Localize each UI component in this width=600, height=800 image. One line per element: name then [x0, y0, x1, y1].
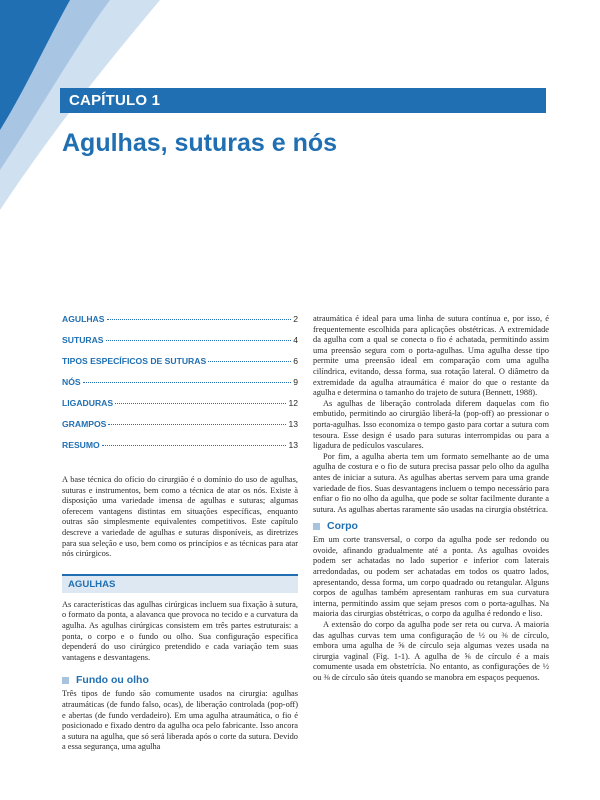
toc-leader — [107, 319, 292, 320]
toc-leader — [115, 403, 286, 404]
toc-item-page: 12 — [288, 398, 298, 408]
toc-item-page: 6 — [293, 356, 298, 366]
right-column — [313, 314, 549, 684]
toc-item[interactable] — [62, 398, 298, 419]
toc-item-page: 13 — [288, 419, 298, 429]
intro-paragraph: A base técnica do ofício do cirurgião é o domínio do uso de agulhas, suturas e instrumentos, bem como a técnica de atar os nós. Existe à disposição uma variedade imensa de agulhas e suturas; algumas oferecem vantagens distintas em situações específicas, enquanto outras são simplesmente equivalentes competitivos. Este capítulo descreve a variedade de agulhas e suturas disponíveis, as diretrizes para sua seleção e uso, bem como os princípios e as técnicas para atar nós cirúrgicos. — [62, 475, 298, 559]
toc-item[interactable] — [62, 335, 298, 356]
table-of-contents — [62, 314, 298, 461]
toc-item-label: TIPOS ESPECÍFICOS DE SUTURAS — [62, 356, 207, 366]
toc-item-page: 4 — [293, 335, 298, 345]
toc-item-page: 2 — [293, 314, 298, 324]
toc-leader — [106, 340, 292, 341]
toc-leader — [208, 361, 291, 362]
subheading-label: Corpo — [327, 520, 358, 533]
toc-leader — [108, 424, 286, 425]
toc-item[interactable] — [62, 314, 298, 335]
toc-item-label: GRAMPOS — [62, 419, 107, 429]
fundo-paragraph: Três tipos de fundo são comumente usados na cirurgia: agulhas atraumáticas (de fundo falso, ocas), de liberação controlada (pop-off) e abertas (de fundo verdadeiro). Em uma agulha atraumática, o fio é posicionado e fixado dentro da agulha oca pelo fabricante. Isso ancora a sutura na agulha, que só será liberada após o corte da sutura. Devido a essa segurança, uma agulha — [62, 689, 298, 752]
pop-off-paragraph: As agulhas de liberação controlada diferem daquelas com fio embutido, permitindo ao cirurgião liberá-la (pop-off) ao pressionar o porta-agulhas. Isso economiza o tempo gasto para cortar a sutura com tesoura. Esse design é usado para suturas interrompidas ou para a ligadura de pedículos vasculares. — [313, 398, 549, 451]
open-needle-paragraph: Por fim, a agulha aberta tem um formato semelhante ao de uma agulha de costura e o fio de sutura precisa passar pelo olho da agulha antes de iniciar a sutura. As agulhas abertas servem para uma grande variedade de fios. Suas desvantagens incluem o tempo necessário para enfiar o fio no olho da agulha, que pode se soltar facilmente durante a sutura. As agulhas abertas raramente são usadas na cirurgia obstétrica. — [313, 451, 549, 514]
square-bullet-icon — [62, 677, 69, 684]
toc-leader — [83, 382, 292, 383]
toc-item[interactable] — [62, 419, 298, 440]
toc-item[interactable] — [62, 356, 298, 377]
toc-item[interactable] — [62, 440, 298, 461]
subheading-corpo — [313, 520, 549, 532]
decorative-wave — [0, 0, 600, 240]
chapter-label: CAPÍTULO 1 — [60, 88, 546, 113]
subheading-fundo-ou-olho — [62, 674, 298, 686]
toc-item-label: RESUMO — [62, 440, 100, 450]
atraumatic-paragraph: atraumática é ideal para uma linha de sutura contínua e, por isso, é frequentemente escolhida para aplicações obstétricas. A extremidade da agulha com a qual se conecta o fio é achatada, permitindo assim uma preensão segura com o porta-agulhas. Uma agulha desse tipo permite uma preensão ideal em comparação com uma agulha cilíndrica, evitando, dessa forma, sua rotação lateral. O diâmetro da extremidade da agulha atraumática é maior do que o restante da agulha e determina o tamanho do trajeto de sutura (Bennett, 1988). — [313, 314, 549, 398]
subheading-label: Fundo ou olho — [76, 674, 149, 687]
corpo-paragraph-1: Em um corte transversal, o corpo da agulha pode ser redondo ou ovoide, afinando gradualmente até a ponta. As agulhas ovoides podem ser achatadas no lado superior e inferior com laterais arredondadas, ou podem ser achatadas em todos os quatro lados, apresentando, dessa forma, um corpo quadrado ou retangular. Alguns corpos de agulhas também apresentam ranhuras em sua curvatura interna, permitindo assim que sejam presos com o porta-agulhas. Na maioria das cirurgias obstétricas, o corpo da agulha é redondo e liso. — [313, 535, 549, 619]
toc-item-page: 9 — [293, 377, 298, 387]
agulhas-paragraph: As características das agulhas cirúrgicas incluem sua fixação à sutura, o formato da ponta, a alavanca que provoca no tecido e a curvatura da agulha. As agulhas cirúrgicas consistem em três partes estruturais: a ponta, o corpo e o fundo ou olho. Sua configuração específica dependerá do uso cirúrgico pretendido e cada variação tem suas vantagens e desvantagens. — [62, 599, 298, 662]
toc-item-label: AGULHAS — [62, 314, 105, 324]
toc-leader — [102, 445, 287, 446]
section-heading-agulhas: AGULHAS — [62, 574, 298, 593]
square-bullet-icon — [313, 523, 320, 530]
left-column — [62, 314, 298, 753]
toc-item-page: 13 — [288, 440, 298, 450]
toc-item[interactable] — [62, 377, 298, 398]
corpo-paragraph-2: A extensão do corpo da agulha pode ser reta ou curva. A maioria das agulhas curvas tem uma configuração de ½ ou ⅜ de círculo, embora uma agulha de ⅝ de círculo seja algumas vezes usada na cirurgia vaginal (Fig. 1-1). A agulha de ⅝ de círculo é a mais comumente usada em obstetrícia. No entanto, as configurações de ½ ou ⅜ de círculo são úteis quando se manobra em espaços pequenos. — [313, 620, 549, 682]
toc-item-label: LIGADURAS — [62, 398, 114, 408]
toc-item-label: NÓS — [62, 377, 81, 387]
chapter-title: Agulhas, suturas e nós — [62, 129, 338, 157]
toc-item-label: SUTURAS — [62, 335, 104, 345]
